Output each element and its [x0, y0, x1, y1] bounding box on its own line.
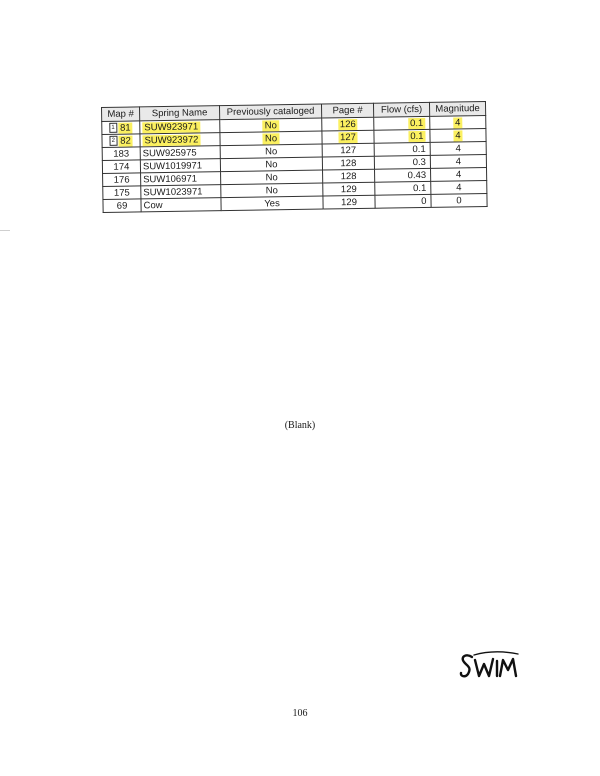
header-flow: Flow (cfs) — [373, 102, 429, 117]
cell-map-number-text: 69 — [116, 200, 128, 212]
cell-previously-cataloged-text: No — [265, 158, 278, 170]
cell-map-number-text: 82 — [120, 135, 131, 147]
cell-map-number — [103, 186, 141, 200]
springs-table — [101, 101, 488, 213]
cell-flow — [375, 168, 431, 182]
cell-page-number-text: 129 — [340, 183, 357, 195]
cell-map-number-text: 176 — [113, 174, 130, 186]
header-magnitude: Magnitude — [429, 101, 485, 116]
cell-magnitude — [430, 141, 486, 155]
cell-previously-cataloged-text: No — [264, 132, 278, 144]
cell-flow-text: 0 — [421, 195, 427, 207]
cell-magnitude — [430, 154, 486, 168]
cell-magnitude — [431, 193, 487, 207]
row-marker-box: 2 — [109, 136, 117, 146]
cell-page-number-text: 126 — [339, 118, 356, 130]
scan-edge-mark — [0, 230, 10, 231]
cell-page-number — [323, 169, 375, 183]
table-body — [102, 115, 487, 212]
cell-flow-text: 0.43 — [407, 169, 427, 181]
cell-spring-name — [140, 120, 220, 134]
cell-magnitude-text: 4 — [456, 181, 462, 193]
cell-page-number-text: 127 — [340, 144, 357, 156]
cell-page-number-text: 127 — [339, 131, 357, 143]
cell-spring-name — [140, 133, 220, 147]
cell-spring-name — [141, 198, 221, 212]
cell-map-number — [103, 199, 141, 213]
cell-spring-name-text: Cow — [143, 199, 163, 211]
page-number: 106 — [292, 708, 308, 719]
cell-page-number — [323, 182, 375, 196]
blank-notice: (Blank) — [284, 420, 316, 431]
cell-map-number-text: 81 — [119, 122, 131, 134]
cell-previously-cataloged — [221, 196, 323, 211]
cell-flow — [374, 155, 430, 169]
cell-map-number — [103, 173, 141, 187]
cell-magnitude — [431, 167, 487, 181]
header-map-number: Map # — [102, 107, 140, 122]
cell-map-number-text: 175 — [113, 187, 130, 199]
cell-page-number-text: 128 — [340, 170, 357, 182]
header-spring-name: Spring Name — [140, 106, 220, 121]
cell-spring-name — [141, 172, 221, 186]
cell-flow-text: 0.1 — [412, 143, 426, 155]
cell-magnitude — [430, 128, 486, 142]
cell-previously-cataloged-text: No — [264, 119, 277, 131]
cell-page-number-text: 128 — [340, 157, 357, 169]
cell-flow — [374, 142, 430, 156]
cell-page-number — [323, 195, 375, 209]
cell-map-number — [102, 160, 140, 174]
cell-previously-cataloged-text: No — [265, 184, 278, 196]
cell-page-number — [322, 156, 374, 170]
cell-flow-text: 0.3 — [412, 156, 426, 168]
cell-flow-text: 0.1 — [409, 117, 424, 129]
cell-spring-name-text: SUW925975 — [142, 147, 197, 159]
cell-spring-name — [140, 159, 220, 173]
cell-spring-name — [141, 185, 221, 199]
cell-magnitude-text: 4 — [455, 142, 461, 154]
cell-map-number — [102, 147, 140, 161]
cell-flow — [375, 194, 431, 208]
cell-map-number-text: 174 — [113, 161, 130, 173]
cell-magnitude — [431, 180, 487, 194]
cell-magnitude-text: 4 — [455, 168, 462, 180]
cell-previously-cataloged-text: No — [265, 145, 278, 157]
cell-map-number-text: 183 — [113, 148, 130, 160]
cell-spring-name-text: SUW1023971 — [143, 185, 203, 198]
cell-page-number — [322, 143, 374, 157]
swim-logo — [458, 648, 522, 682]
cell-previously-cataloged-text: Yes — [264, 197, 280, 209]
cell-spring-name-text: SUW923972 — [144, 133, 199, 146]
cell-map-number — [102, 134, 140, 148]
cell-spring-name-text: SUW1019971 — [142, 159, 203, 172]
cell-previously-cataloged-text: No — [265, 171, 278, 183]
springs-table-wrapper — [101, 101, 487, 213]
cell-flow — [374, 116, 430, 130]
header-page-number: Page # — [321, 103, 373, 118]
cell-spring-name-text: SUW923971 — [144, 120, 199, 133]
cell-page-number-text: 129 — [341, 196, 358, 208]
cell-flow-text: 0.1 — [410, 130, 424, 142]
row-marker-box: 1 — [109, 123, 117, 133]
cell-flow-text: 0.1 — [413, 182, 427, 194]
cell-spring-name-text: SUW106971 — [143, 173, 198, 185]
cell-map-number — [102, 121, 140, 135]
cell-magnitude-text: 4 — [455, 129, 461, 141]
cell-magnitude-text: 0 — [456, 194, 462, 206]
header-previously-cataloged: Previously cataloged — [219, 104, 321, 120]
cell-page-number — [322, 117, 374, 131]
cell-magnitude-text: 4 — [455, 155, 462, 167]
cell-flow — [375, 181, 431, 195]
cell-page-number — [322, 130, 374, 144]
cell-flow — [374, 129, 430, 143]
cell-spring-name — [140, 146, 220, 160]
cell-magnitude — [430, 115, 486, 129]
cell-magnitude-text: 4 — [455, 116, 461, 128]
